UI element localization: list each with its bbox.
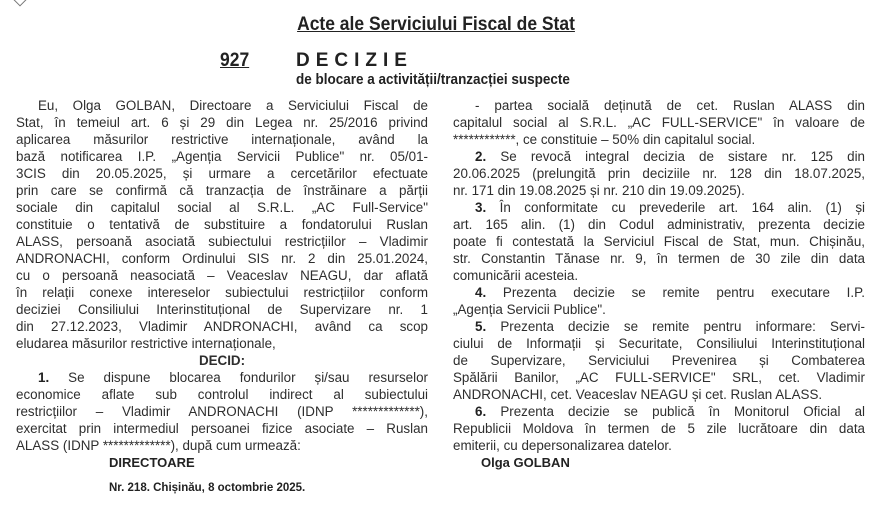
point-5-line: ANDRONACHI, cet. Veaceslav NEAGU și cet. Ruslan ALASS. (453, 387, 823, 402)
point-number: 6. (475, 404, 501, 419)
preamble-line: prin care se confirmă că tranzacția de înstrăinare a părții (16, 183, 428, 198)
point-1-line: restricțiilor – Vladimir ANDRONACHI (IDNP *************), (16, 404, 428, 419)
point-4-line: 4. Prezenta decizie se remite pentru executare I.P. (475, 285, 865, 300)
right-column (453, 97, 865, 454)
preamble-line: cu o persoană neasociată – Veaceslav NEAGU, dar aflată (16, 268, 428, 283)
point-number: 3. (475, 200, 500, 215)
point-5-line: 5. Prezenta decizie se remite pentru informare: Servi- (475, 319, 865, 334)
preamble-line: aplicarea măsurilor restrictive internaționale, având la (16, 132, 428, 147)
preamble-line: sociale din capitalul social al S.R.L. „AC Full-Service" (16, 200, 428, 215)
preamble-line: Stat, în temeiul art. 6 și 29 din Legea nr. 25/2016 privind (16, 115, 428, 130)
preamble-line: constituie o tentativă de substituire a fondatorului Ruslan (16, 217, 428, 232)
point-3-line: str. Constantin Tănase nr. 9, în termen de 30 zile din data (453, 251, 865, 266)
decid-heading: DECID: (198, 353, 246, 368)
preamble-line: 3CIS din 20.05.2025, și urmare a cercetărilor efectuate (16, 166, 428, 181)
point-1-item-line: ************, ce constituie – 50% din capitalul social. (453, 132, 756, 147)
section-title: Acte ale Serviciului Fiscal de Stat (297, 14, 575, 35)
point-5-line: Spălării Banilor, „AC FULL-SERVICE" SRL, cet. Vladimir (453, 370, 865, 385)
point-number: 5. (475, 319, 501, 334)
act-type: DECIZIE (296, 50, 413, 71)
point-5-line: ciului de Informații și Securitate, Consiliului Interinstituțional (453, 336, 865, 351)
act-number: 927 (220, 50, 250, 71)
preamble-line: în relații conexe intereselor subiectului restricțiilor conform (16, 285, 428, 300)
point-3-line: poate fi contestată la Serviciul Fiscal de Stat, mun. Chișinău, (453, 234, 865, 249)
point-1-line: 1. Se dispune blocarea fondurilor și/sau resurselor (38, 370, 428, 385)
point-6-line: emiterii, cu depersonalizarea datelor. (453, 438, 672, 453)
point-1-line: economice aflate sub controlul indirect al subiectului (16, 387, 428, 402)
point-3-line: comunicării acesteia. (453, 268, 579, 283)
point-2-line: 2. Se revocă integral decizia de sistare nr. 125 din (475, 149, 865, 164)
signature-position: DIRECTOARE (109, 455, 195, 470)
point-1-line: exercitat prin intermediul persoanei fizice asociate – Ruslan (16, 421, 428, 436)
preamble-line: ANDRONACHI, conform Ordinului SIS nr. 2 din 25.01.2024, (16, 251, 428, 266)
point-1-line: ALASS (IDNP *************), după cum urmează: (16, 438, 301, 453)
preamble-line: din 27.12.2023, Vladimir ANDRONACHI, având ca scop (16, 319, 428, 334)
decision-reference: Nr. 218. Chișinău, 8 octombrie 2025. (109, 482, 306, 494)
point-number: 4. (475, 285, 503, 300)
point-2-line: nr. 171 din 19.08.2025 și nr. 210 din 19.09.2025). (453, 183, 745, 198)
point-6-line: Republicii Moldova în termen de 5 zile lucrătoare din data (453, 421, 865, 436)
preamble-line: Eu, Olga GOLBAN, Directoare a Serviciului Fiscal de (38, 98, 428, 113)
point-number: 2. (475, 149, 501, 164)
point-5-line: de Supervizare, Serviciului Prevenirea și Combaterea (453, 353, 865, 368)
point-3-line: art. 165 alin. (1) din Codul administrativ, prezenta decizie (453, 217, 865, 232)
point-3-line: 3. În conformitate cu prevederile art. 164 alin. (1) și (475, 200, 866, 215)
preamble-line: eludarea măsurilor restrictive internaționale, (16, 336, 276, 351)
point-1-item-line: - partea socială deținută de cet. Ruslan ALASS din (475, 98, 865, 113)
preamble-line: ALASS, persoană asociată subiectului restricțiilor – Vladimir (16, 234, 428, 249)
point-6-line: 6. Prezenta decizie se publică în Monitorul Oficial al (475, 404, 866, 419)
preamble-line: bază notificarea I.P. „Agenția Servicii Publice" nr. 05/01- (16, 149, 428, 164)
preamble-line: deciziei Consiliului Interinstituțional de Supervizare nr. 1 (16, 302, 428, 317)
point-number: 1. (38, 370, 69, 385)
act-subtitle: de blocare a activității/tranzacției suspecte (296, 71, 570, 88)
signature-name: Olga GOLBAN (481, 455, 570, 470)
point-2-line: 20.06.2025 (prelungită prin deciziile nr. 128 din 18.07.2025, (453, 166, 865, 181)
left-column (16, 97, 428, 454)
diamond-icon (12, 0, 29, 6)
point-4-line: „Agenția Servicii Publice". (453, 302, 606, 317)
point-1-item-line: capitalul social al S.R.L. „AC FULL-SERVICE" în valoare de (453, 115, 865, 130)
